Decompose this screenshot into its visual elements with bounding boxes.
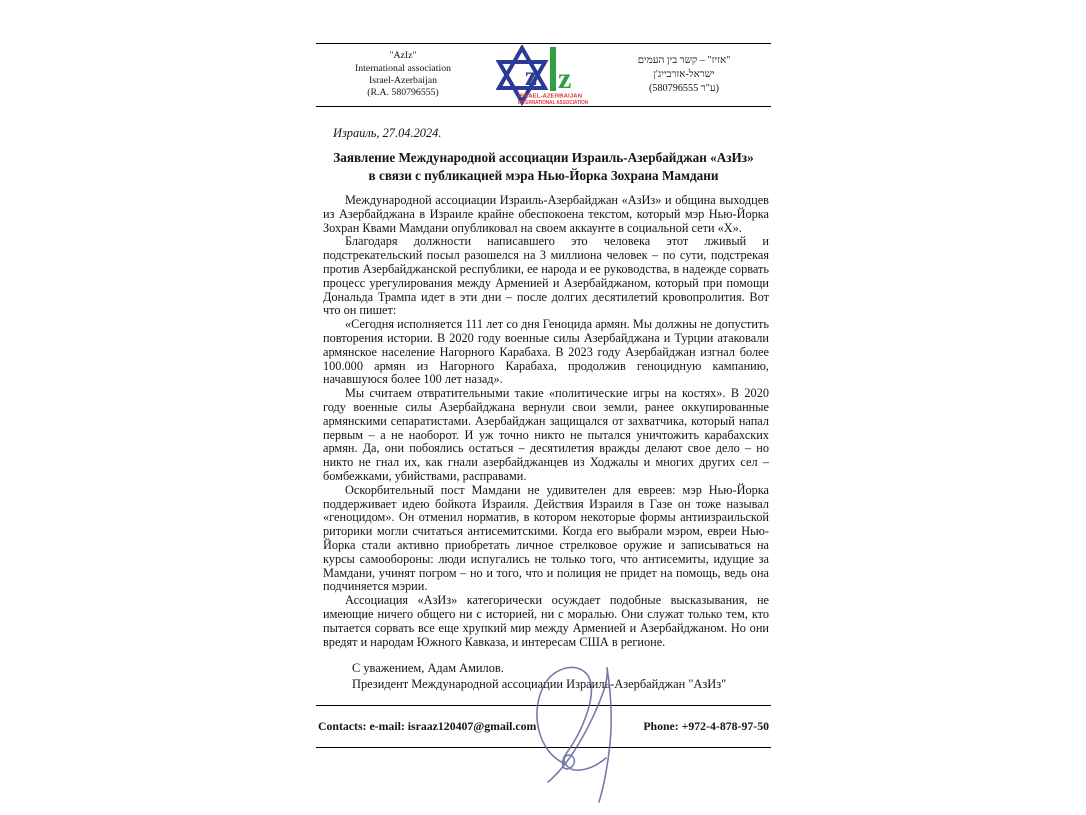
date-place-line: Израиль, 27.04.2024. <box>333 126 442 140</box>
logo-caption-line2: INTERNATIONAL ASSOCIATION <box>517 100 588 106</box>
org-short-name: "AzIz" <box>389 50 417 62</box>
paragraph-1: Международной ассоциации Израиль-Азербайджан «АзИз» и община выходцев из Азербайджана в Израиле крайне обеспокоена текстом, который мэр Нью-Йорка Зохран Квами Мамдани опубликовал на своем аккаунте в социальной сети «Х». <box>323 193 769 235</box>
paragraph-4: Мы считаем отвратительными такие «политические игры на костях». В 2020 году военные силы Азербайджана вернули свои земли, ранее оккупированные армянскими сепаратистами. Азербайджан защищался от захватчика, который напал первым – а не наоборот. И уж точно никто не пытался уничтожить карабахских армян. Да, они побоялись остаться – десятилетия вражды делают свое дело – но никто не гнал их, как гнали азербайджанцев из Ходжалы и многих других сел – бомбежками, убийствами, расправами. <box>323 386 769 483</box>
org-countries: Israel-Azerbaijan <box>369 75 437 86</box>
org-hebrew-line1: "אזיז" – קשר בין העמים <box>637 55 731 67</box>
logo-caption-line1: ISRAEL-AZERBAIJAN <box>517 93 582 100</box>
org-registration-number: (R.A. 580796555) <box>367 87 439 99</box>
paragraph-2: Благодаря должности написавшего это человека этот лживый и подстрекательский посыл разошелся на 3 миллиона человек – по сути, подстрекая против Азербайджанской республики, ее народа и ее руководства, в надежде сорвать процесс урегулирования между Арменией и Азербайджаном, который при помощи Дональда Трампа идет в эти дни – после долгих десятилетий кровопролития. Вот что он пишет: <box>323 234 769 318</box>
logo-letter-z-blue: z <box>524 61 537 91</box>
document-content <box>316 43 771 748</box>
letterhead <box>316 43 771 107</box>
org-type: International association <box>354 62 452 74</box>
org-logo <box>490 45 592 107</box>
org-name-hebrew <box>603 54 765 95</box>
org-hebrew-line2: ישראל-אזרבייג'ן <box>653 69 715 81</box>
paragraph-5: Оскорбительный пост Мамдани не удивителен для евреев: мэр Нью-Йорка поддерживает идею бойкота Израиля. Действия Израиля в Газе он тоже называл «геноцидом». Он отменил норматив, в котором некоторые формы антиизраильской риторики могли считаться антисемитскими. Когда его выбрали мэром, евреи Нью-Йорка стали активно приобретать личное стрелковое оружие и записываться на курсы самообороны: люди испугались не только того, что антисемиты, идущие за Мамдани, учинят погром – но и того, что и полиция не придет на помощь, ведь она подчиняется мэрии. <box>323 482 769 594</box>
logo-letter-z-green: z <box>557 62 571 95</box>
document-title <box>316 149 771 184</box>
star-of-david-logo-icon <box>492 45 590 107</box>
signature-salutation: С уважением, Адам Амилов. <box>352 661 504 676</box>
logo-letter-i-green <box>550 47 556 91</box>
paragraph-6: Ассоциация «АзИз» категорически осуждает подобные высказывания, не имеющие ничего общего ни с историей, ни с моралью. Они служат только тем, кто пытается сорвать все еще хрупкий мир между Арменией и Азербайджаном. Но они вредят и народам Южного Кавказа, и интересам США в регионе. <box>323 593 769 649</box>
contact-footer <box>316 705 771 748</box>
title-line2: в связи с публикацией мэра Нью-Йорка Зохрана Мамдани <box>368 167 719 183</box>
org-name-english <box>328 50 478 99</box>
contact-phone: Phone: +972-4-878-97-50 <box>643 719 769 734</box>
contact-email: Contacts: e-mail: israaz120407@gmail.com <box>318 719 537 734</box>
signature-title: Президент Международной ассоциации Израиль-Азербайджан "АзИз" <box>352 676 727 691</box>
paragraph-3-quote: «Сегодня исполняется 111 лет со дня Геноцида армян. Мы должны не допустить повторения истории. В 2020 году военные силы Азербайджана и Турции атаковали армянское население Нагорного Карабаха. В 2023 году Азербайджан изгнал более 100.000 армян из Нагорного Карабаха, продолжив геноцидную кампанию, начавшуюся более 100 лет назад». <box>323 317 769 387</box>
title-line1: Заявление Международной ассоциации Израиль-Азербайджан «АзИз» <box>333 150 754 165</box>
org-hebrew-line3: (ע"ר 580796555) <box>648 82 720 94</box>
statement-body <box>316 194 771 649</box>
signature-block <box>352 661 771 692</box>
